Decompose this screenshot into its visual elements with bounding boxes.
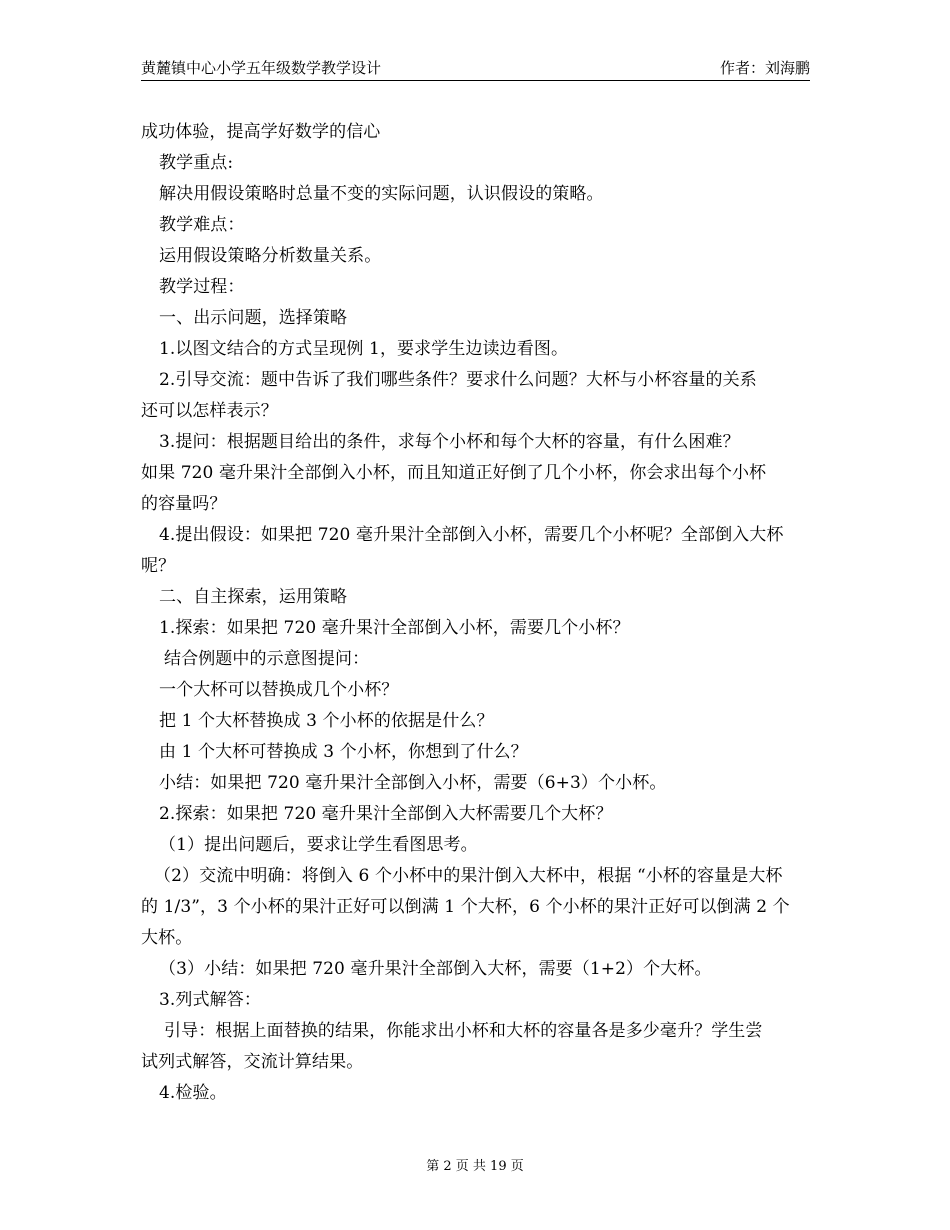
text-line: 4.提出假设：如果把 720 毫升果汁全部倒入小杯，需要几个小杯呢？全部倒入大杯 [159,525,784,545]
section-heading: 一、出示问题，选择策略 [159,308,348,328]
text-line: 由 1 个大杯可替换成 3 个小杯，你想到了什么？ [159,742,528,762]
text-line: 3.提问：根据题目给出的条件，求每个小杯和每个大杯的容量，有什么困难？ [159,432,740,452]
text-line: 教学过程： [159,277,245,297]
text-line: 1.探索：如果把 720 毫升果汁全部倒入小杯，需要几个小杯？ [159,618,630,638]
text-line: 2.探索：如果把 720 毫升果汁全部倒入大杯需要几个大杯？ [159,804,613,824]
text-line: 一个大杯可以替换成几个小杯？ [159,680,399,700]
text-line: 1.以图文结合的方式呈现例 1，要求学生边读边看图。 [159,339,569,359]
text-line: 运用假设策略分析数量关系。 [159,246,382,266]
text-line: 教学重点: [159,153,234,173]
text-line: 引导：根据上面替换的结果，你能求出小杯和大杯的容量各是多少毫升？学生尝 [164,1021,763,1041]
page-header [141,58,810,81]
section-heading: 二、自主探索，运用策略 [159,587,348,607]
text-line: 解决用假设策略时总量不变的实际问题，认识假设的策略。 [159,184,604,204]
page-number: 第 2 页 共 19 页 [426,1159,524,1174]
text-line: 试列式解答，交流计算结果。 [141,1052,364,1072]
text-line: 的容量吗？ [141,494,227,514]
text-line: 还可以怎样表示？ [141,401,278,421]
text-line: 教学难点： [159,215,245,235]
text-line: （2）交流中明确：将倒入 6 个小杯中的果汁倒入大杯中，根据 “小杯的容量是大杯 [154,866,783,886]
text-line: 3.列式解答： [159,990,261,1010]
text-line: 4.检验。 [159,1083,227,1103]
text-line: （3）小结：如果把 720 毫升果汁全部倒入大杯，需要（1+2）个大杯。 [159,959,712,979]
text-line: 如果 720 毫升果汁全部倒入小杯，而且知道正好倒了几个小杯，你会求出每个小杯 [141,463,767,483]
text-line: 成功体验，提高学好数学的信心 [141,122,381,142]
text-line: 的 1/3”，3 个小杯的果汁正好可以倒满 1 个大杯，6 个小杯的果汁正好可以倒满 2 个 [141,897,790,917]
text-line: 2.引导交流：题中告诉了我们哪些条件？要求什么问题？大杯与小杯容量的关系 [159,370,757,390]
text-line: （1）提出问题后，要求让学生看图思考。 [159,835,478,855]
text-line: 小结：如果把 720 毫升果汁全部倒入小杯，需要（6+3）个小杯。 [159,773,667,793]
text-line: 把 1 个大杯替换成 3 个小杯的依据是什么？ [159,711,494,731]
text-line: 结合例题中的示意图提问： [164,649,370,669]
header-author: 作者：刘海鹏 [719,59,810,77]
header-title: 黄麓镇中心小学五年级数学教学设计 [141,59,382,77]
document-body [141,117,813,1109]
text-line: 大杯。 [141,928,193,948]
text-line: 呢？ [141,556,176,576]
